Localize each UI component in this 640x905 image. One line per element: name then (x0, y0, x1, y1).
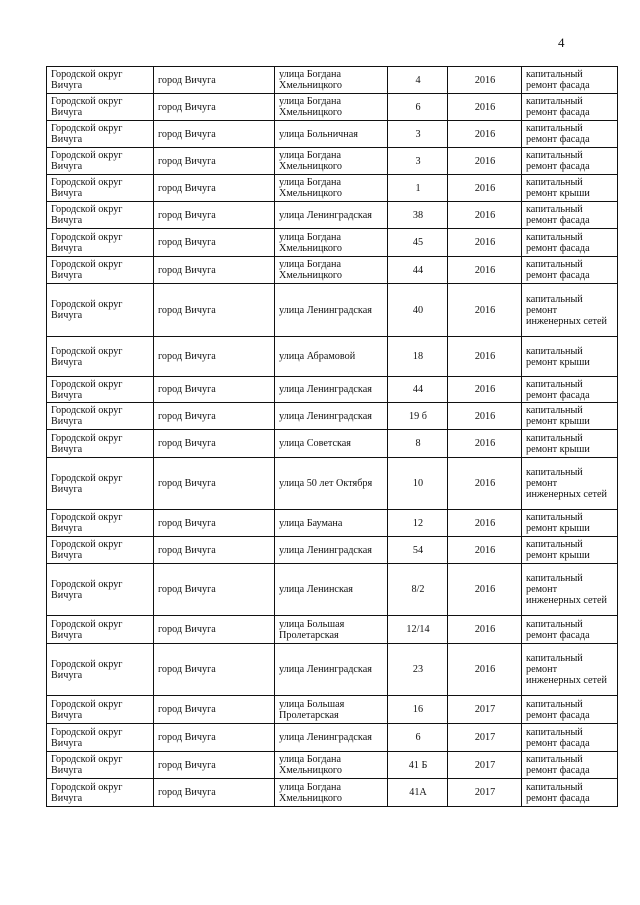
cell-work-type: капитальный ремонт фасада (522, 67, 618, 94)
cell-work-type: капитальный ремонт фасада (522, 724, 618, 752)
page-number: 4 (558, 35, 565, 50)
cell-okrug: Городской округ Вичуга (47, 403, 154, 430)
table-row (47, 148, 618, 175)
cell-city: город Вичуга (154, 537, 275, 564)
cell-house-number: 18 (388, 337, 448, 377)
table-row (47, 229, 618, 257)
cell-city: город Вичуга (154, 284, 275, 337)
cell-street: улица Ленинградская (275, 284, 388, 337)
cell-work-type: капитальный ремонт инженерных сетей (522, 644, 618, 696)
repair-schedule-table (46, 66, 618, 807)
cell-street: улица 50 лет Октября (275, 458, 388, 510)
cell-house-number: 8 (388, 430, 448, 458)
cell-okrug: Городской округ Вичуга (47, 377, 154, 403)
cell-house-number: 23 (388, 644, 448, 696)
cell-okrug: Городской округ Вичуга (47, 616, 154, 644)
cell-street: улица Ленинградская (275, 377, 388, 403)
cell-work-type: капитальный ремонт крыши (522, 510, 618, 537)
cell-okrug: Городской округ Вичуга (47, 229, 154, 257)
cell-house-number: 1 (388, 175, 448, 202)
cell-city: город Вичуга (154, 403, 275, 430)
table-row (47, 257, 618, 284)
cell-street: улица Советская (275, 430, 388, 458)
cell-year: 2016 (448, 175, 522, 202)
cell-year: 2016 (448, 202, 522, 229)
cell-city: город Вичуга (154, 430, 275, 458)
cell-city: город Вичуга (154, 67, 275, 94)
cell-city: город Вичуга (154, 564, 275, 616)
cell-year: 2017 (448, 696, 522, 724)
cell-city: город Вичуга (154, 644, 275, 696)
cell-street: улица Ленинградская (275, 537, 388, 564)
cell-okrug: Городской округ Вичуга (47, 644, 154, 696)
table-row (47, 458, 618, 510)
cell-street: улица Ленинградская (275, 644, 388, 696)
cell-year: 2016 (448, 377, 522, 403)
cell-street: улица Баумана (275, 510, 388, 537)
cell-house-number: 4 (388, 67, 448, 94)
cell-street: улица Богдана Хмельницкого (275, 94, 388, 121)
cell-house-number: 40 (388, 284, 448, 337)
cell-street: улица Богдана Хмельницкого (275, 229, 388, 257)
table-row (47, 284, 618, 337)
table-row (47, 377, 618, 403)
cell-house-number: 12 (388, 510, 448, 537)
cell-work-type: капитальный ремонт фасада (522, 696, 618, 724)
cell-okrug: Городской округ Вичуга (47, 458, 154, 510)
cell-city: город Вичуга (154, 337, 275, 377)
cell-okrug: Городской округ Вичуга (47, 537, 154, 564)
cell-okrug: Городской округ Вичуга (47, 67, 154, 94)
cell-city: город Вичуга (154, 779, 275, 807)
cell-year: 2016 (448, 94, 522, 121)
cell-okrug: Городской округ Вичуга (47, 752, 154, 779)
cell-okrug: Городской округ Вичуга (47, 257, 154, 284)
cell-city: город Вичуга (154, 696, 275, 724)
cell-street: улица Богдана Хмельницкого (275, 257, 388, 284)
cell-street: улица Ленинградская (275, 202, 388, 229)
cell-street: улица Богдана Хмельницкого (275, 148, 388, 175)
cell-year: 2016 (448, 121, 522, 148)
cell-house-number: 41А (388, 779, 448, 807)
cell-house-number: 16 (388, 696, 448, 724)
table-row (47, 175, 618, 202)
cell-work-type: капитальный ремонт инженерных сетей (522, 564, 618, 616)
cell-year: 2016 (448, 510, 522, 537)
cell-okrug: Городской округ Вичуга (47, 724, 154, 752)
table-row (47, 644, 618, 696)
table-row (47, 779, 618, 807)
cell-year: 2016 (448, 284, 522, 337)
cell-city: город Вичуга (154, 257, 275, 284)
table-row (47, 537, 618, 564)
cell-work-type: капитальный ремонт фасада (522, 752, 618, 779)
cell-street: улица Ленинградская (275, 724, 388, 752)
cell-okrug: Городской округ Вичуга (47, 121, 154, 148)
cell-work-type: капитальный ремонт крыши (522, 430, 618, 458)
table-row (47, 121, 618, 148)
cell-year: 2017 (448, 724, 522, 752)
table-row (47, 67, 618, 94)
cell-street: улица Большая Пролетарская (275, 696, 388, 724)
cell-city: город Вичуга (154, 229, 275, 257)
cell-year: 2016 (448, 257, 522, 284)
cell-year: 2016 (448, 430, 522, 458)
cell-house-number: 3 (388, 121, 448, 148)
cell-city: город Вичуга (154, 121, 275, 148)
table-row (47, 94, 618, 121)
cell-house-number: 54 (388, 537, 448, 564)
cell-okrug: Городской округ Вичуга (47, 337, 154, 377)
cell-work-type: капитальный ремонт фасада (522, 94, 618, 121)
cell-house-number: 3 (388, 148, 448, 175)
cell-work-type: капитальный ремонт фасада (522, 779, 618, 807)
cell-year: 2016 (448, 337, 522, 377)
cell-city: город Вичуга (154, 510, 275, 537)
cell-okrug: Городской округ Вичуга (47, 779, 154, 807)
cell-year: 2016 (448, 537, 522, 564)
cell-city: город Вичуга (154, 752, 275, 779)
cell-house-number: 45 (388, 229, 448, 257)
cell-year: 2016 (448, 403, 522, 430)
cell-city: город Вичуга (154, 175, 275, 202)
table-row (47, 696, 618, 724)
cell-work-type: капитальный ремонт фасада (522, 229, 618, 257)
table-row (47, 430, 618, 458)
cell-work-type: капитальный ремонт фасада (522, 377, 618, 403)
cell-work-type: капитальный ремонт фасада (522, 148, 618, 175)
table-row (47, 202, 618, 229)
cell-okrug: Городской округ Вичуга (47, 148, 154, 175)
table-body (47, 67, 618, 807)
cell-work-type: капитальный ремонт инженерных сетей (522, 284, 618, 337)
cell-house-number: 44 (388, 377, 448, 403)
cell-city: город Вичуга (154, 94, 275, 121)
cell-street: улица Большая Пролетарская (275, 616, 388, 644)
cell-house-number: 38 (388, 202, 448, 229)
cell-house-number: 19 б (388, 403, 448, 430)
cell-work-type: капитальный ремонт крыши (522, 337, 618, 377)
cell-year: 2017 (448, 752, 522, 779)
cell-work-type: капитальный ремонт фасада (522, 202, 618, 229)
table-row (47, 616, 618, 644)
cell-city: город Вичуга (154, 148, 275, 175)
cell-okrug: Городской округ Вичуга (47, 430, 154, 458)
cell-okrug: Городской округ Вичуга (47, 202, 154, 229)
cell-work-type: капитальный ремонт фасада (522, 257, 618, 284)
cell-year: 2016 (448, 616, 522, 644)
table-row (47, 564, 618, 616)
cell-year: 2016 (448, 67, 522, 94)
cell-house-number: 44 (388, 257, 448, 284)
cell-work-type: капитальный ремонт крыши (522, 175, 618, 202)
cell-street: улица Ленинская (275, 564, 388, 616)
cell-work-type: капитальный ремонт инженерных сетей (522, 458, 618, 510)
cell-street: улица Богдана Хмельницкого (275, 752, 388, 779)
cell-house-number: 6 (388, 94, 448, 121)
cell-city: город Вичуга (154, 377, 275, 403)
cell-year: 2016 (448, 644, 522, 696)
cell-house-number: 41 Б (388, 752, 448, 779)
cell-work-type: капитальный ремонт фасада (522, 121, 618, 148)
cell-okrug: Городской округ Вичуга (47, 696, 154, 724)
cell-year: 2016 (448, 148, 522, 175)
cell-city: город Вичуга (154, 202, 275, 229)
cell-okrug: Городской округ Вичуга (47, 564, 154, 616)
cell-house-number: 12/14 (388, 616, 448, 644)
cell-year: 2017 (448, 779, 522, 807)
cell-work-type: капитальный ремонт крыши (522, 403, 618, 430)
cell-city: город Вичуга (154, 724, 275, 752)
cell-work-type: капитальный ремонт фасада (522, 616, 618, 644)
table-row (47, 724, 618, 752)
cell-year: 2016 (448, 458, 522, 510)
cell-work-type: капитальный ремонт крыши (522, 537, 618, 564)
cell-year: 2016 (448, 564, 522, 616)
cell-house-number: 10 (388, 458, 448, 510)
cell-okrug: Городской округ Вичуга (47, 510, 154, 537)
cell-house-number: 6 (388, 724, 448, 752)
cell-year: 2016 (448, 229, 522, 257)
cell-street: улица Богдана Хмельницкого (275, 779, 388, 807)
cell-okrug: Городской округ Вичуга (47, 94, 154, 121)
cell-street: улица Ленинградская (275, 403, 388, 430)
table-row (47, 752, 618, 779)
cell-city: город Вичуга (154, 458, 275, 510)
cell-street: улица Больничная (275, 121, 388, 148)
table-row (47, 337, 618, 377)
table-row (47, 403, 618, 430)
cell-city: город Вичуга (154, 616, 275, 644)
table-row (47, 510, 618, 537)
cell-okrug: Городской округ Вичуга (47, 175, 154, 202)
cell-okrug: Городской округ Вичуга (47, 284, 154, 337)
cell-street: улица Богдана Хмельницкого (275, 175, 388, 202)
cell-house-number: 8/2 (388, 564, 448, 616)
cell-street: улица Богдана Хмельницкого (275, 67, 388, 94)
cell-street: улица Абрамовой (275, 337, 388, 377)
